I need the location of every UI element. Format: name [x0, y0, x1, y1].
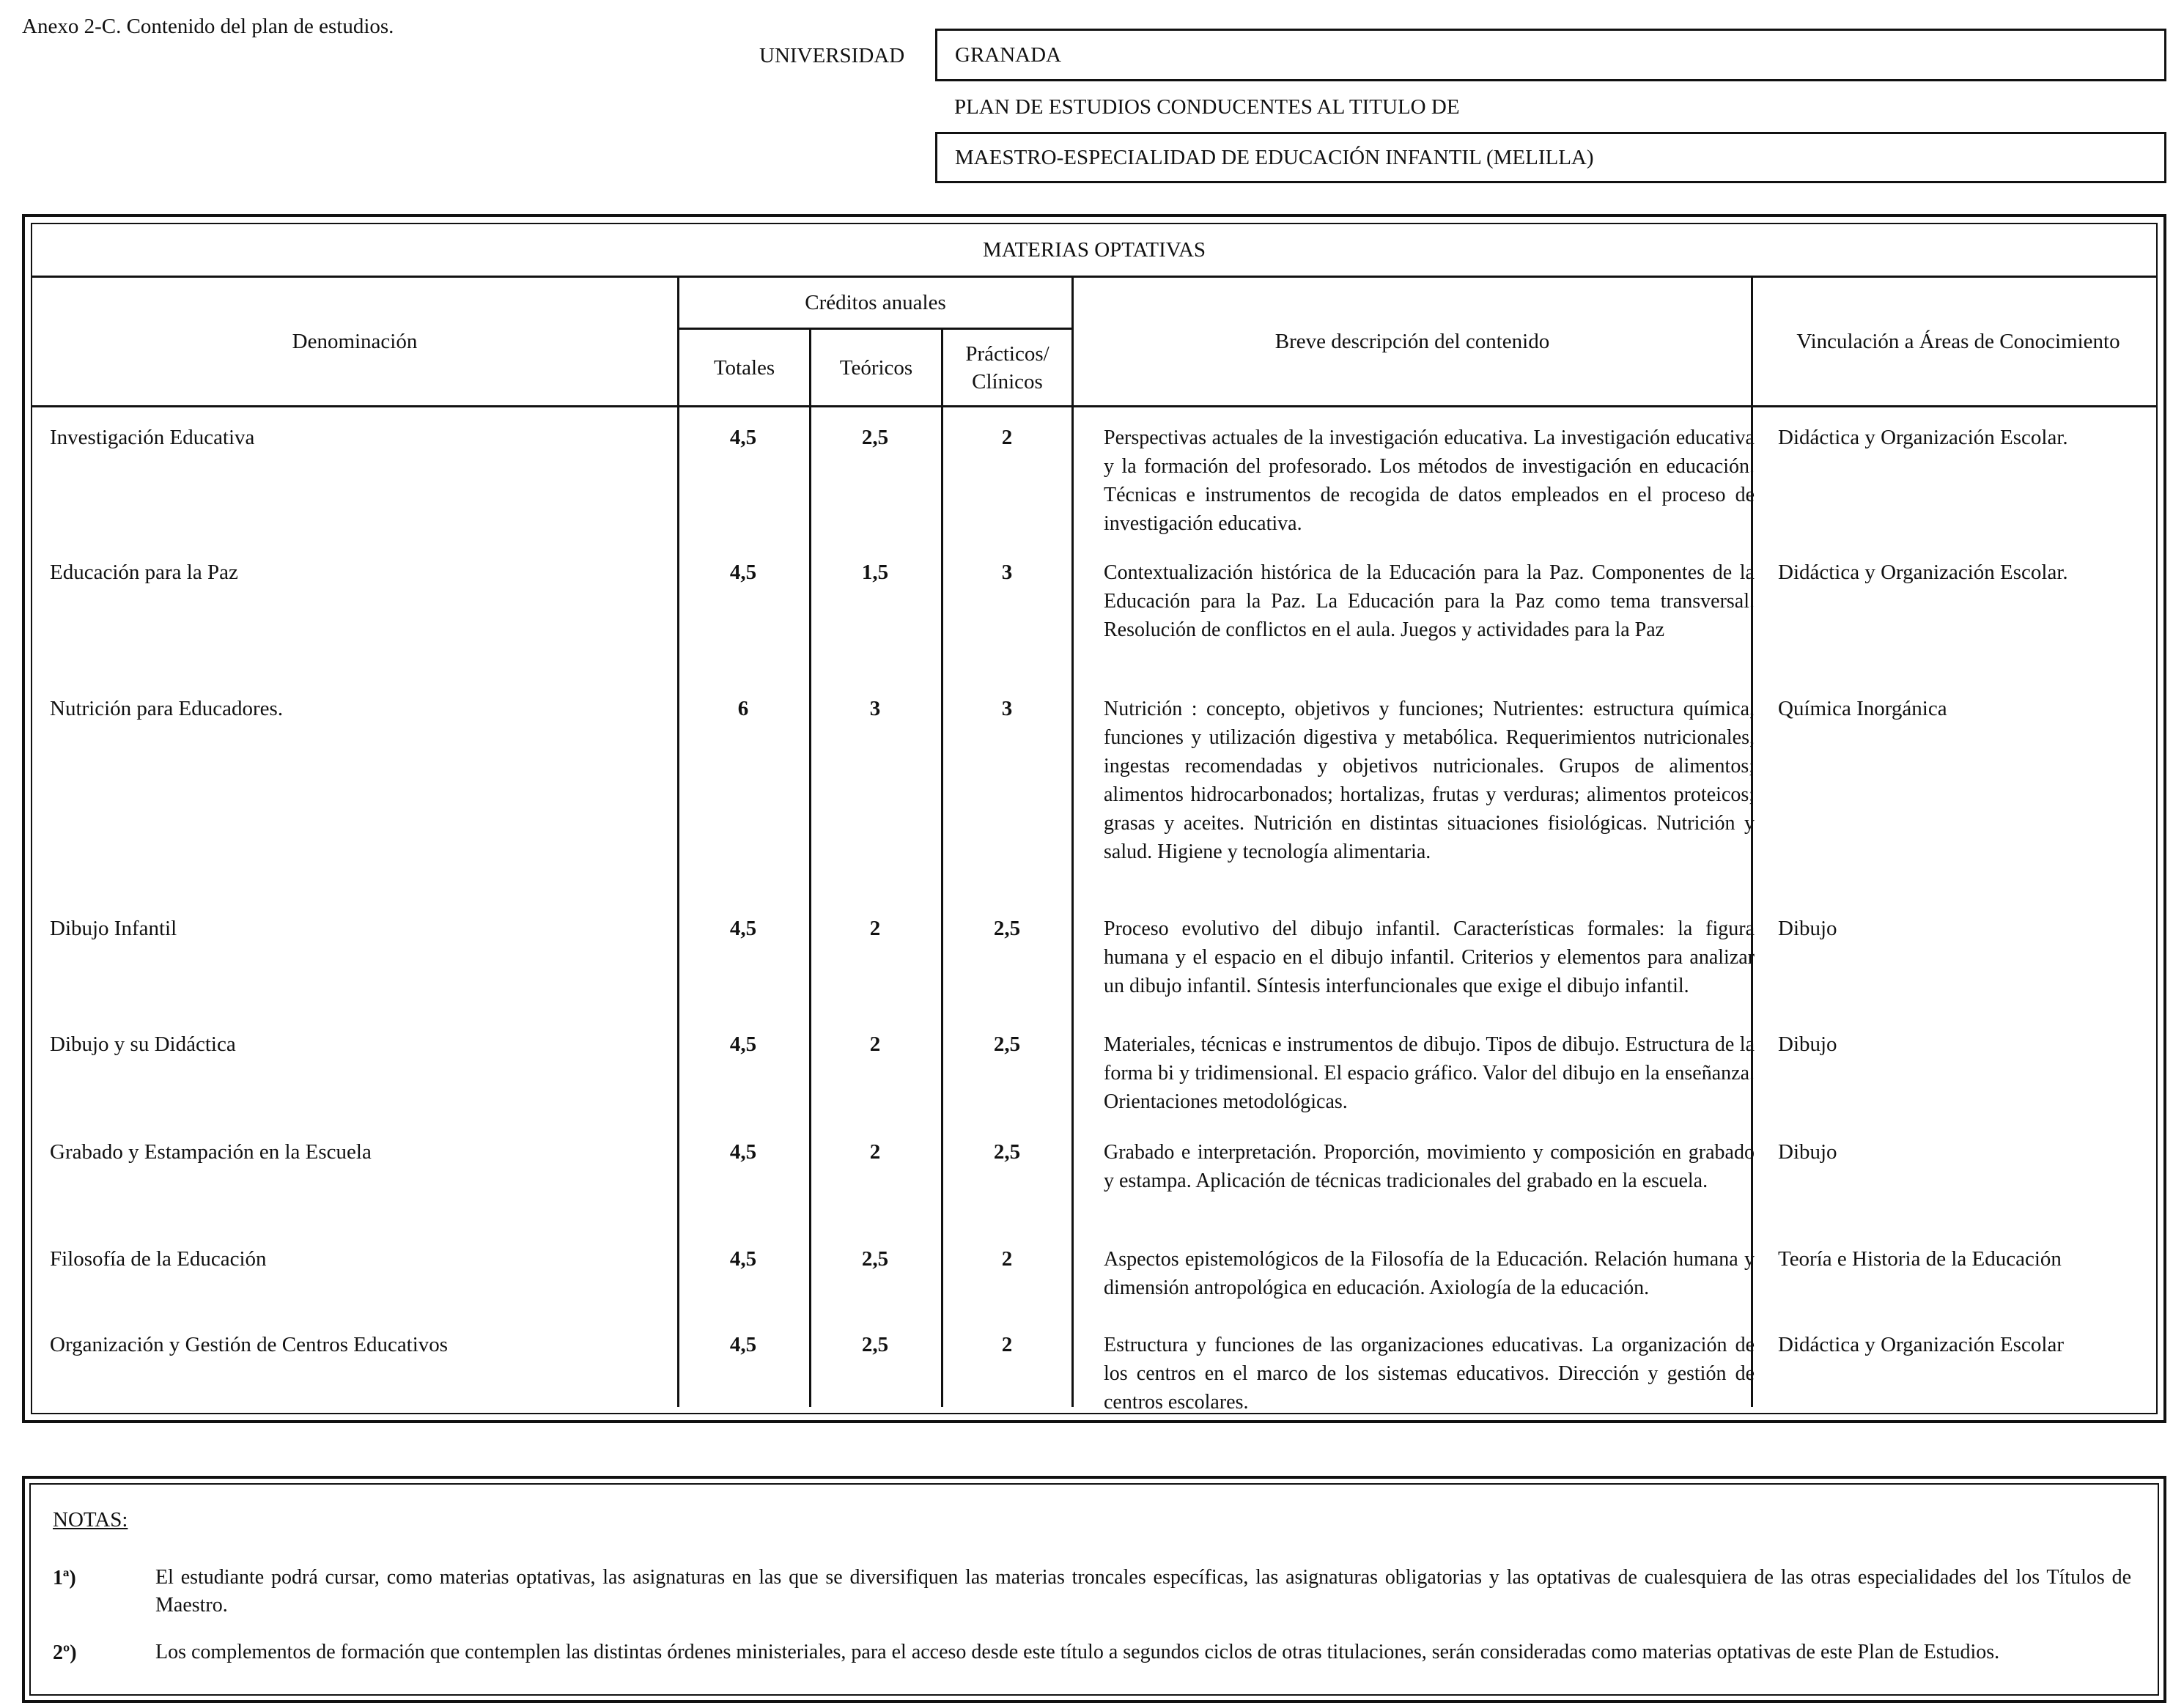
row-area: Didáctica y Organización Escolar. [1778, 561, 2068, 584]
titulo-value: MAESTRO-ESPECIALIDAD DE EDUCACIÓN INFANTIL (MELILLA) [955, 145, 1594, 169]
header-totales: Totales [713, 355, 775, 380]
row-description: Aspectos epistemológicos de la Filosofía de la Educación. Relación humana y dimensión antropológica en educación. Axiología de la educación. [1104, 1248, 1755, 1299]
row-name: Grabado y Estampación en la Escuela [50, 1140, 372, 1164]
note-number: 1ª) [53, 1567, 76, 1589]
row-practicos: 3 [1001, 561, 1013, 584]
universidad-label: UNIVERSIDAD [759, 44, 905, 67]
row-totales: 4,5 [729, 426, 757, 449]
universidad-box [935, 29, 2166, 81]
row-name: Nutrición para Educadores. [50, 697, 284, 720]
row-totales: 4,5 [729, 1032, 757, 1056]
row-practicos: 3 [1001, 697, 1013, 720]
row-description: Materiales, técnicas e instrumentos de dibujo. Tipos de dibujo. Estructura de la forma bi y tridimensional. El espacio gráfico. Valor del dibujo en la enseñanza. Orientaciones metodológicas. [1104, 1033, 1755, 1113]
row-area: Dibujo [1778, 1032, 1837, 1056]
note-number: 2º) [53, 1641, 77, 1664]
header-descripcion: Breve descripción del contenido [1274, 330, 1550, 353]
row-description: Contextualización histórica de la Educación para la Paz. Componentes de la Educación para la Paz. La Educación para la Paz como tema transversal. Resolución de conflictos en el aula. Juegos y actividades para la Paz [1104, 561, 1755, 641]
note-text: El estudiante podrá cursar, como materias optativas, las asignaturas en las que se diversifiquen las materias troncales específicas, las asignaturas obligatorias y las optativas de cualesquiera de las otras especialidades del los Títulos de Maestro. [155, 1566, 2131, 1617]
row-area: Dibujo [1778, 1140, 1837, 1164]
row-teoricos: 2,5 [861, 1333, 889, 1356]
notes-box [22, 1476, 2166, 1703]
header-denominacion: Denominación [292, 330, 418, 353]
row-description: Estructura y funciones de las organizaciones educativas. La organización de los centros en el marco de los sistemas educativos. Dirección y gestión de centros escolares. [1104, 1334, 1755, 1414]
titulo-box [935, 132, 2166, 183]
row-practicos: 2,5 [993, 1140, 1021, 1164]
row-teoricos: 2,5 [861, 426, 889, 449]
header-creditos: Créditos anuales [805, 291, 946, 314]
notes-frame [29, 1483, 2159, 1696]
header-practicos [943, 330, 1071, 405]
materias-table [22, 214, 2166, 1423]
header-vinculacion: Vinculación a Áreas de Conocimiento [1796, 330, 2120, 353]
note-text: Los complementos de formación que contemplen las distintas órdenes ministeriales, para el acceso desde este título a segundos ciclos de otras titulaciones, serán consideradas como materias optativas de este Plan de Estudios. [155, 1641, 2000, 1663]
row-area: Dibujo [1778, 917, 1837, 940]
row-totales: 4,5 [729, 1333, 757, 1356]
header-teoricos: Teóricos [839, 355, 913, 380]
divider-creditos [1071, 276, 1074, 1407]
row-totales: 4,5 [729, 561, 757, 584]
row-description: Proceso evolutivo del dibujo infantil. Características formales: la figura humana y el espacio en el dibujo infantil. Criterios y elementos para analizar un dibujo infantil. Síntesis interfuncionales que exige el dibujo infantil. [1104, 917, 1755, 997]
row-practicos: 2,5 [993, 917, 1021, 940]
universidad-value: GRANADA [955, 43, 1061, 67]
row-totales: 6 [737, 697, 749, 720]
row-description: Nutrición : concepto, objetivos y funciones; Nutrientes: estructura química, funciones y utilización digestiva y metabólica. Requerimientos nutricionales, ingestas recomendadas y objetivos nutricionales. Grupos de alimentos; alimentos hidrocarbonados; hortalizas, frutas y verduras; alimentos proteicos; grasas y aceites. Nutrición en distintas situaciones fisiológicas. Nutrición y salud. Higiene y tecnología alimentaria. [1104, 698, 1755, 863]
header-practicos-line2: Clínicos [972, 369, 1043, 394]
row-area: Didáctica y Organización Escolar. [1778, 426, 2068, 449]
row-practicos: 2,5 [993, 1032, 1021, 1056]
plan-label: PLAN DE ESTUDIOS CONDUCENTES AL TITULO DE [954, 95, 1460, 119]
row-teoricos: 2,5 [861, 1247, 889, 1271]
table-title: MATERIAS OPTATIVAS [32, 224, 2156, 278]
notes-title: NOTAS: [53, 1508, 128, 1532]
row-totales: 4,5 [729, 1140, 757, 1164]
row-teoricos: 2 [869, 917, 881, 940]
divider-teoricos [941, 329, 943, 1407]
row-teoricos: 2 [869, 1140, 881, 1164]
row-practicos: 2 [1001, 426, 1013, 449]
annex-title: Anexo 2-C. Contenido del plan de estudios. [22, 15, 394, 38]
row-name: Investigación Educativa [50, 426, 255, 449]
row-name: Filosofía de la Educación [50, 1247, 267, 1271]
row-practicos: 2 [1001, 1333, 1013, 1356]
row-area: Química Inorgánica [1778, 697, 1947, 720]
row-totales: 4,5 [729, 917, 757, 940]
table-frame [31, 223, 2158, 1414]
row-name: Organización y Gestión de Centros Educativos [50, 1333, 449, 1356]
row-name: Dibujo Infantil [50, 917, 177, 940]
row-description: Perspectivas actuales de la investigación educativa. La investigación educativa y la formación del profesorado. Los métodos de investigación en educación. Técnicas e instrumentos de recogida de datos empleados en el proceso de investigación educativa. [1104, 426, 1755, 535]
row-teoricos: 3 [869, 697, 881, 720]
header-practicos-line1: Prácticos/ [965, 341, 1049, 366]
row-description: Grabado e interpretación. Proporción, movimiento y composición en grabado y estampa. Aplicación de técnicas tradicionales del grabado en la escuela. [1104, 1141, 1755, 1192]
row-teoricos: 2 [869, 1032, 881, 1056]
divider-totales [809, 329, 811, 1407]
row-totales: 4,5 [729, 1247, 757, 1271]
row-name: Educación para la Paz [50, 561, 238, 584]
row-teoricos: 1,5 [861, 561, 889, 584]
row-area: Didáctica y Organización Escolar [1778, 1333, 2064, 1356]
row-area: Teoría e Historia de la Educación [1778, 1247, 2062, 1271]
divider-header [32, 405, 2156, 407]
row-practicos: 2 [1001, 1247, 1013, 1271]
row-name: Dibujo y su Didáctica [50, 1032, 236, 1056]
